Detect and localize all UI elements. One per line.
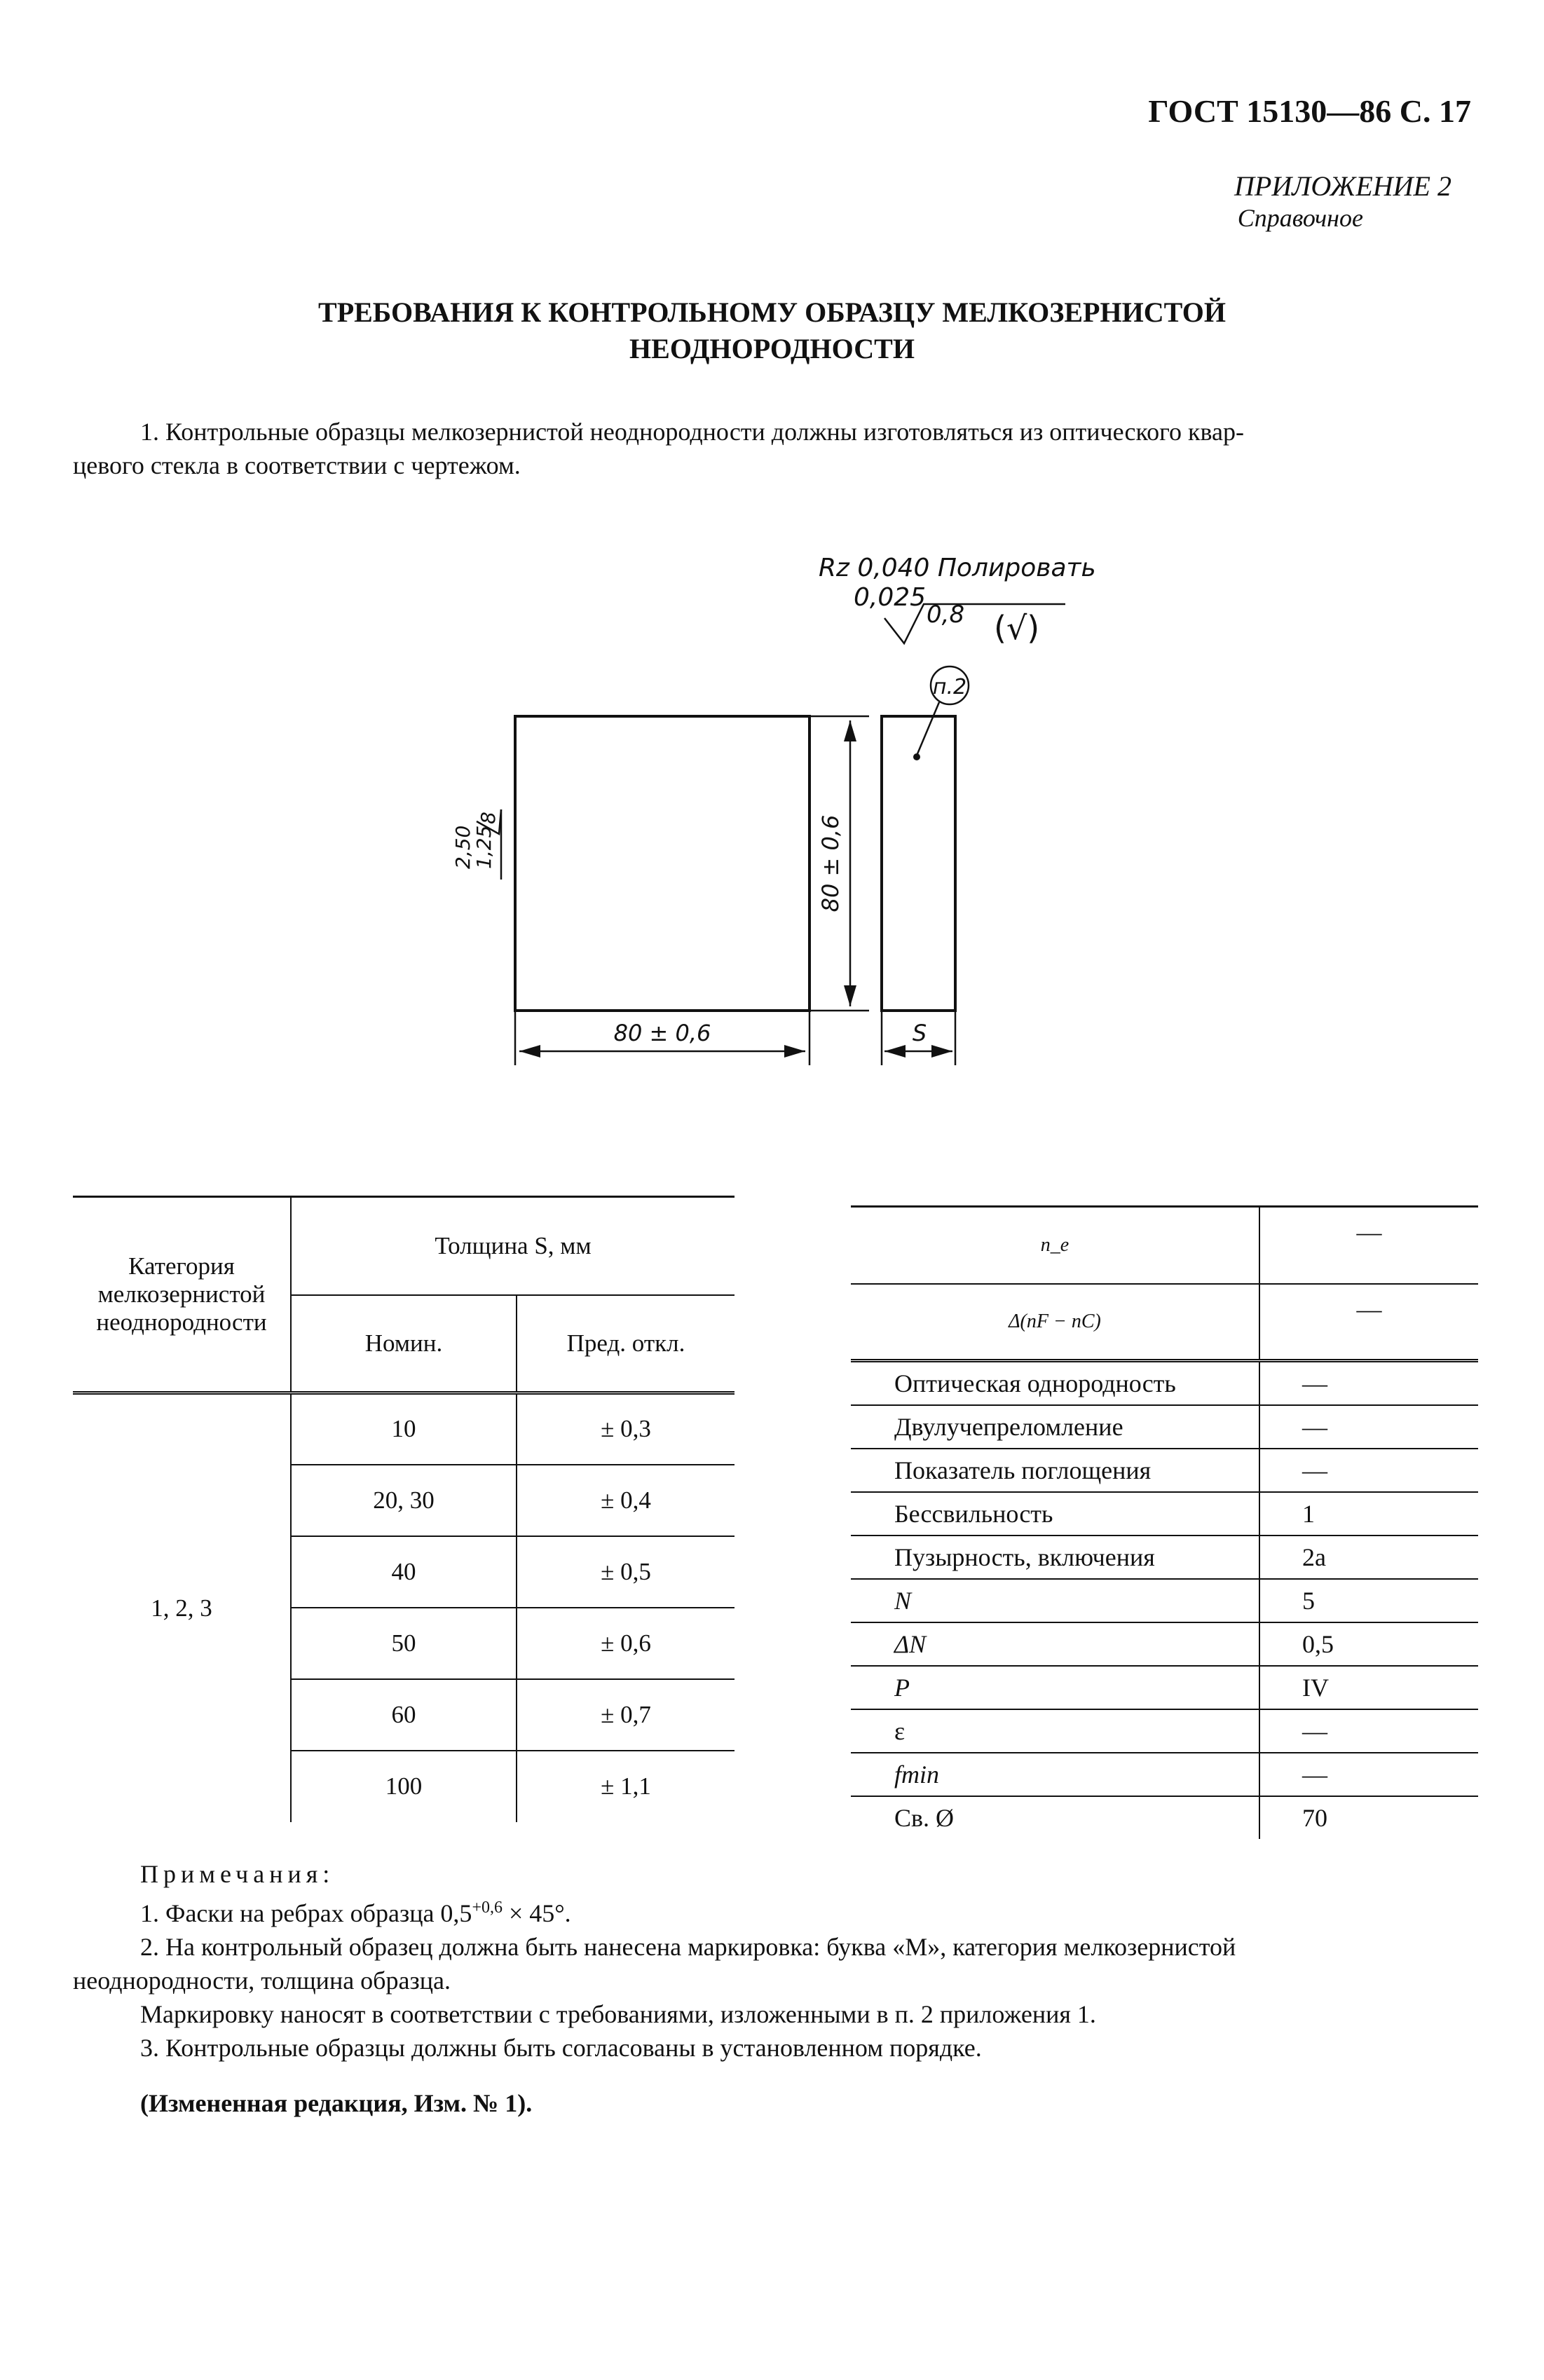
category-value: 1, 2, 3 [73,1393,291,1822]
table-row: Показатель поглощения — [851,1449,1478,1492]
base-length: 0,8 [927,601,965,629]
notes [73,1857,1471,2065]
ra-value: 0,025 [854,583,927,612]
dispersion-label: Δ(nF − nC) [851,1284,1259,1361]
table-row: 20, 30 ± 0,4 [73,1465,735,1536]
table-row: P IV [851,1666,1478,1709]
table-row: Двулучепреломление — [851,1405,1478,1449]
table-row: fmin — [851,1753,1478,1796]
thickness-table [73,1196,735,1822]
table-row: Пузырность, включения 2а [851,1536,1478,1579]
table-row: Бессвильность 1 [851,1492,1478,1536]
note-ref-label: п.2 [932,675,967,699]
table-row: N 5 [851,1579,1478,1622]
note-2-line-3: Маркировку наносят в соответствии с требованиями, изложенными в п. 2 приложения 1. [140,2000,1096,2028]
table-row: 50 ± 0,6 [73,1608,735,1679]
specimen-face-rect [515,716,809,1011]
general-roughness-symbol: (√) [994,609,1040,647]
table-row: ΔN 0,5 [851,1622,1478,1666]
leader-line [917,702,939,755]
note-2-line-1: 2. На контрольный образец должна быть нанесена маркировка: буква «М», категория мелкозернистой [140,1933,1236,1961]
page-header-code: ГОСТ 15130—86 С. 17 [1148,93,1471,129]
specimen-side-rect [882,716,955,1011]
note-1: 1. Фаски на ребрах образца $0,5^{+0,6} \times 45^\circ$. [140,1899,571,1927]
specimen-drawing [392,533,1149,1079]
nominal-header: Номин. [291,1295,517,1393]
amendment-note: (Измененная редакция, Изм. № 1). [140,2089,533,2117]
paragraph-1-line-2: цевого стекла в соответствии с чертежом. [73,451,521,479]
document-title [0,294,1544,367]
rz-label: Rz 0,040 Полировать [819,554,1096,582]
category-header: Категория мелкозернистой неоднородности [73,1197,291,1393]
width-dimension-label: 80 ± 0,6 [613,1020,711,1046]
note-3: 3. Контрольные образцы должны быть согласованы в установленном порядке. [140,2034,982,2062]
table-row: Св. Ø 70 [851,1796,1478,1839]
height-dimension-label: 80 ± 0,6 [817,814,844,912]
properties-table [851,1205,1478,1839]
appendix-subtitle: Справочное [1237,204,1363,232]
notes-heading: Примечания: [140,1860,335,1888]
thickness-header: Толщина S, мм [291,1197,735,1295]
appendix-title: ПРИЛОЖЕНИЕ 2 [1234,170,1451,202]
note-2-line-2: неоднородности, толщина образца. [73,1967,451,1995]
ne-label: n_e [851,1207,1259,1284]
table-row: 1, 2, 3 10 ± 0,3 [73,1393,735,1465]
thickness-dimension-label: S [912,1020,927,1046]
title-line-2: НЕОДНОРОДНОСТИ [629,333,915,364]
table-row: 60 ± 0,7 [73,1679,735,1751]
paragraph-1-line-1: 1. Контрольные образцы мелкозернистой неоднородности должны изготовляться из оптического квар- [140,418,1245,446]
table-row: Оптическая однородность — [851,1361,1478,1406]
table-row: Δ(nF − nC) — [851,1284,1478,1361]
paragraph-1 [73,415,1471,482]
side-rough-bottom: 1,25 [472,825,496,869]
table-row: 40 ± 0,5 [73,1536,735,1608]
side-rough-top: 2,50 [451,825,474,869]
tolerance-header: Пред. откл. [517,1295,735,1393]
table-row: ε — [851,1709,1478,1753]
title-line-1: ТРЕБОВАНИЯ К КОНТРОЛЬНОМУ ОБРАЗЦУ МЕЛКОЗЕРНИСТОЙ [318,296,1226,328]
table-row: n_e — [851,1207,1478,1284]
side-rough-base: 8 [477,812,500,824]
table-row: 100 ± 1,1 [73,1751,735,1822]
